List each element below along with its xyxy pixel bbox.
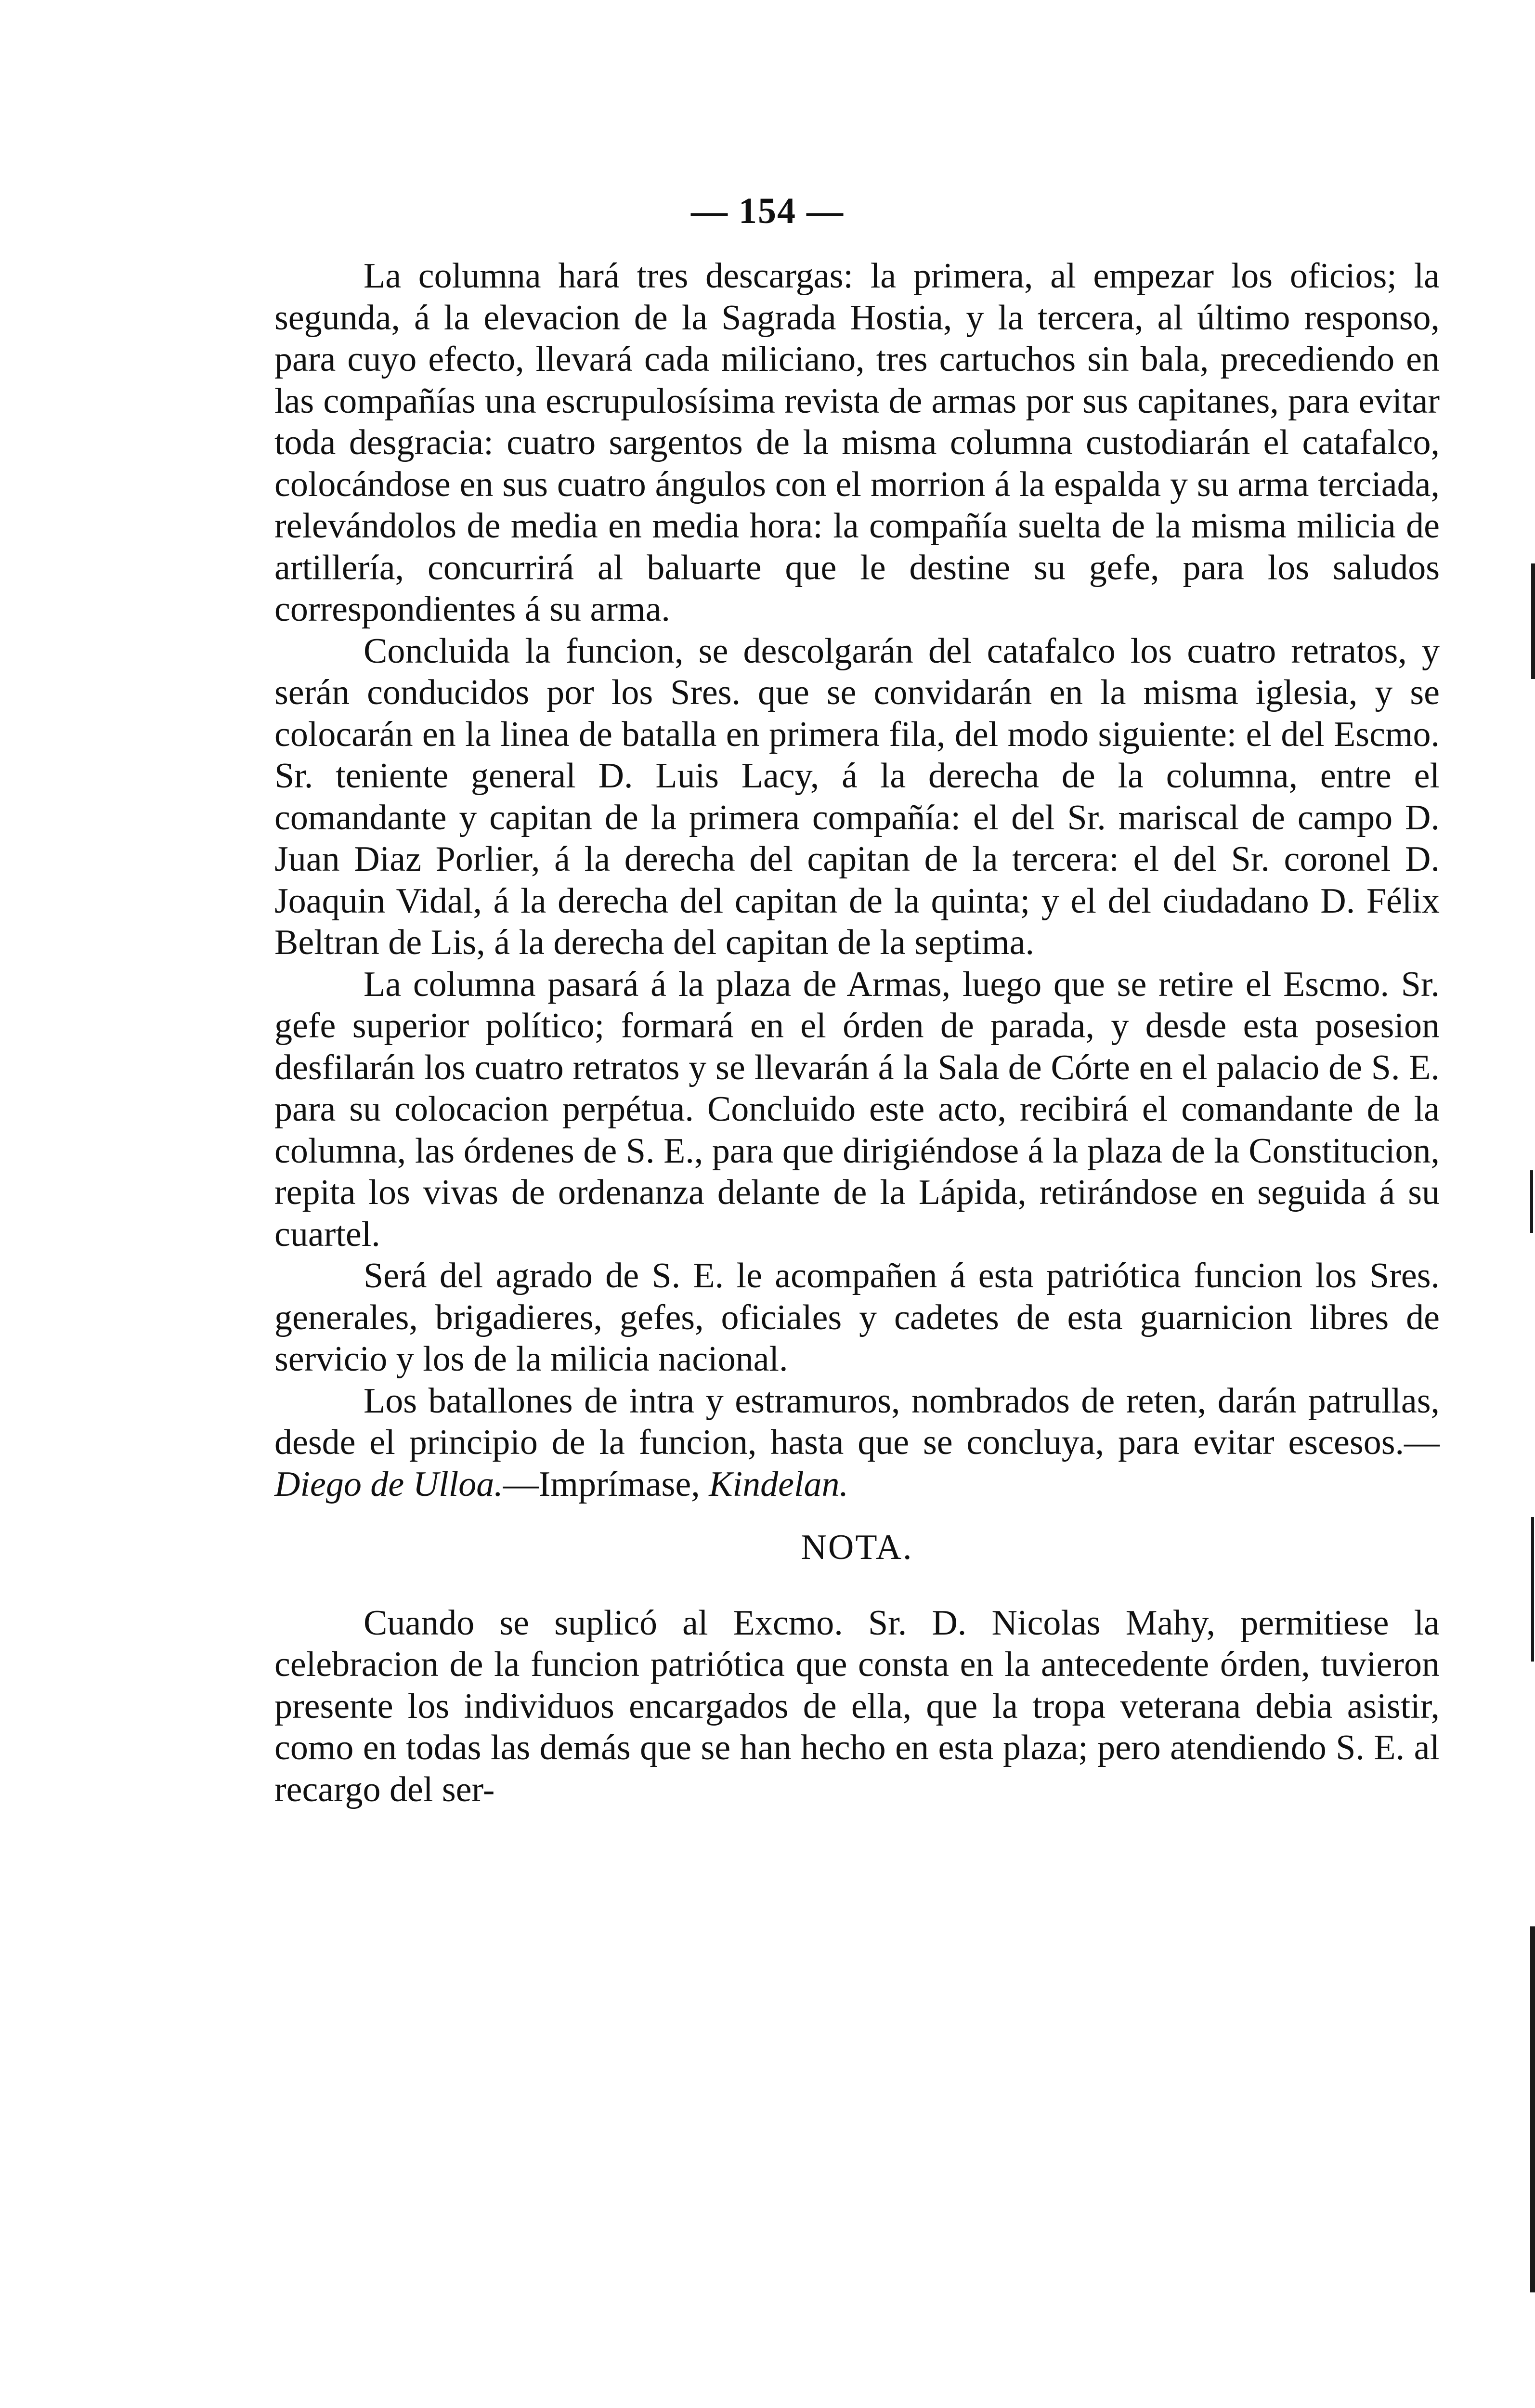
signature-ulloa: Diego de Ulloa. (274, 1464, 503, 1504)
imprimatur-text: —Imprímase, (503, 1464, 700, 1504)
signature-kindelan: Kindelan. (709, 1464, 849, 1504)
paragraph-retratos: Concluida la funcion, se descolgarán del catafalco los cuatro retratos, y serán conducidos por los Sres. que se convidarán en la misma iglesia, y se colocarán en la linea de batalla en primera fila, del modo siguiente: el del Escmo. Sr. teniente general D. Luis Lacy, á la derecha de la columna, entre el comandante y capitan de la primera compañía: el del Sr. mariscal de campo D. Juan Diaz Porlier, á la derecha del capitan de la tercera: el del Sr. coronel D. Joaquin Vidal, á la derecha del capitan de la quinta; y el del ciudadano D. Félix Beltran de Lis, á la derecha del capitan de la septima. (274, 631, 1440, 962)
paragraph-batallones (274, 1380, 1440, 1505)
paragraph-descargas: La columna hará tres descargas: la primera, al empezar los oficios; la segunda, á la elevacion de la Sagrada Hostia, y la tercera, al último responso, para cuyo efecto, llevará cada miliciano, tres cartuchos sin bala, precediendo en las compañías una escrupulosísima revista de armas por sus capitanes, para evitar toda desgracia: cuatro sargentos de la misma columna custodiarán el catafalco, colocándose en sus cuatro ángulos con el morrion á la espalda y su arma terciada, relevándolos de media en media hora: la compañía suelta de la misma milicia de artillería, concurrirá al baluarte que le destine su gefe, para los saludos correspondientes á su arma. (274, 256, 1440, 629)
paragraph-plaza-de-armas: La columna pasará á la plaza de Armas, luego que se retire el Escmo. Sr. gefe superior político; formará en el órden de parada, y desde esta posesion desfilarán los cuatro retratos y se llevarán á la Sala de Córte en el palacio de S. E. para su colocacion perpétua. Concluido este acto, recibirá el comandante de la columna, las órdenes de S. E., para que dirigiéndose á la plaza de la Constitucion, repita los vivas de ordenanza delante de la Lápida, retirándose en seguida á su cuartel. (274, 964, 1440, 1254)
body-text (274, 255, 1440, 1810)
scan-edge-mark (1530, 1170, 1533, 1233)
batallones-text: Los batallones de intra y estramuros, nombrados de reten, darán patrullas, desde el principio de la funcion, hasta que se concluya, para evitar escesos.— (274, 1381, 1440, 1462)
note-paragraph: Cuando se suplicó al Excmo. Sr. D. Nicolas Mahy, permitiese la celebracion de la funcion patriótica que consta en la antecedente órden, tuvieron presente los individuos encargados de ella, que la tropa veterana debia asistir, como en todas las demás que se han hecho en esta plaza; pero atendiendo S. E. al recargo del ser- (274, 1603, 1440, 1809)
scan-edge-mark (1531, 1517, 1534, 1662)
page-number: — 154 — (691, 191, 844, 231)
paragraph-agrado: Será del agrado de S. E. le acompañen á esta patriótica funcion los Sres. generales, brigadieres, gefes, oficiales y cadetes de esta guarnicion libres de servicio y los de la milicia nacional. (274, 1256, 1440, 1379)
scan-edge-mark (1531, 563, 1535, 679)
note-heading: NOTA. (801, 1528, 913, 1567)
scan-edge-mark (1530, 1926, 1535, 2292)
